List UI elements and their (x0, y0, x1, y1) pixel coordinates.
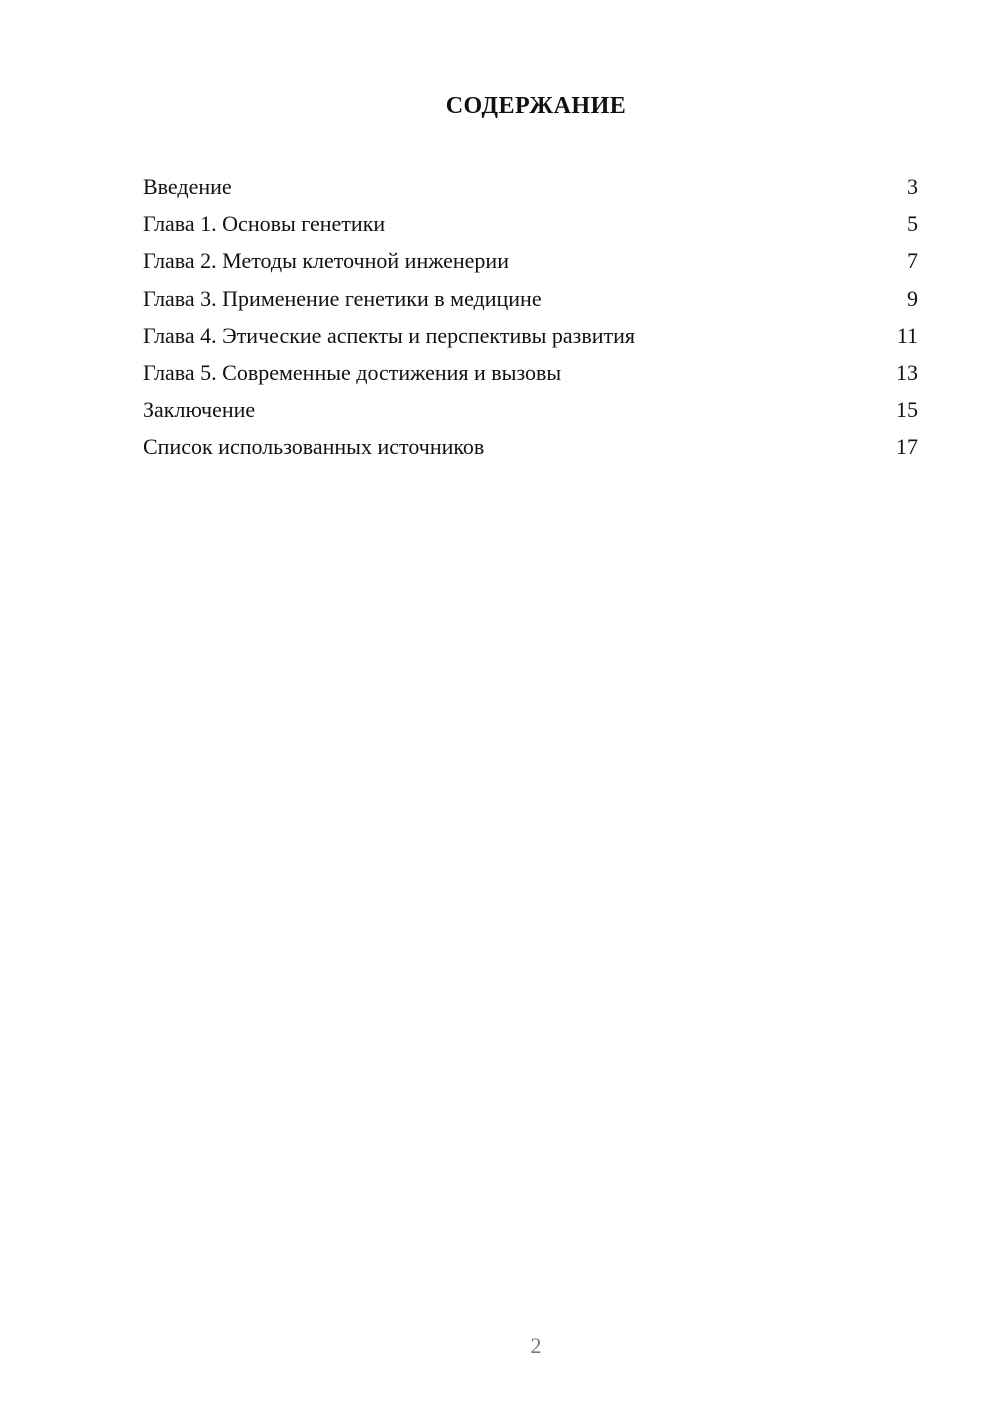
toc-entry-page: 13 (896, 359, 918, 385)
toc-entry-chapter-5[interactable] (143, 354, 918, 391)
toc-entry-page: 11 (896, 322, 918, 348)
toc-entry-text: Введение (143, 174, 232, 199)
page-number: 2 (530, 1333, 542, 1358)
toc-entry-chapter-3[interactable] (143, 280, 918, 317)
toc-entry-chapter-1[interactable] (143, 205, 918, 242)
toc-entry-text: Заключение (143, 397, 256, 423)
toc-entry-page: 9 (907, 285, 918, 311)
toc-entry-conclusion[interactable] (143, 391, 918, 428)
table-of-contents (143, 168, 918, 466)
toc-entry-page: 17 (896, 434, 918, 460)
toc-entry-page: 15 (896, 397, 918, 423)
toc-entry-chapter-4[interactable] (143, 317, 918, 354)
toc-entry-chapter-2[interactable] (143, 242, 918, 279)
toc-entry-text: Глава 3. Применение генетики в медицине (143, 285, 542, 311)
toc-entry-references[interactable] (143, 428, 918, 465)
toc-entry-text: Глава 5. Современные достижения и вызовы (143, 359, 562, 385)
toc-entry-text: Глава 2. Методы клеточной инженерии (143, 248, 509, 274)
toc-entry-text: Список использованных источников (143, 434, 485, 460)
toc-entry-text: Глава 4. Этические аспекты и перспективы развития (143, 322, 636, 348)
toc-entry-page: 7 (907, 248, 918, 274)
toc-entry-page: 5 (907, 211, 918, 237)
toc-entry-page: 3 (907, 174, 918, 199)
toc-entry-text: Глава 1. Основы генетики (143, 211, 386, 237)
toc-entry-introduction[interactable] (143, 168, 918, 205)
page-title: СОДЕРЖАНИЕ (445, 93, 627, 119)
